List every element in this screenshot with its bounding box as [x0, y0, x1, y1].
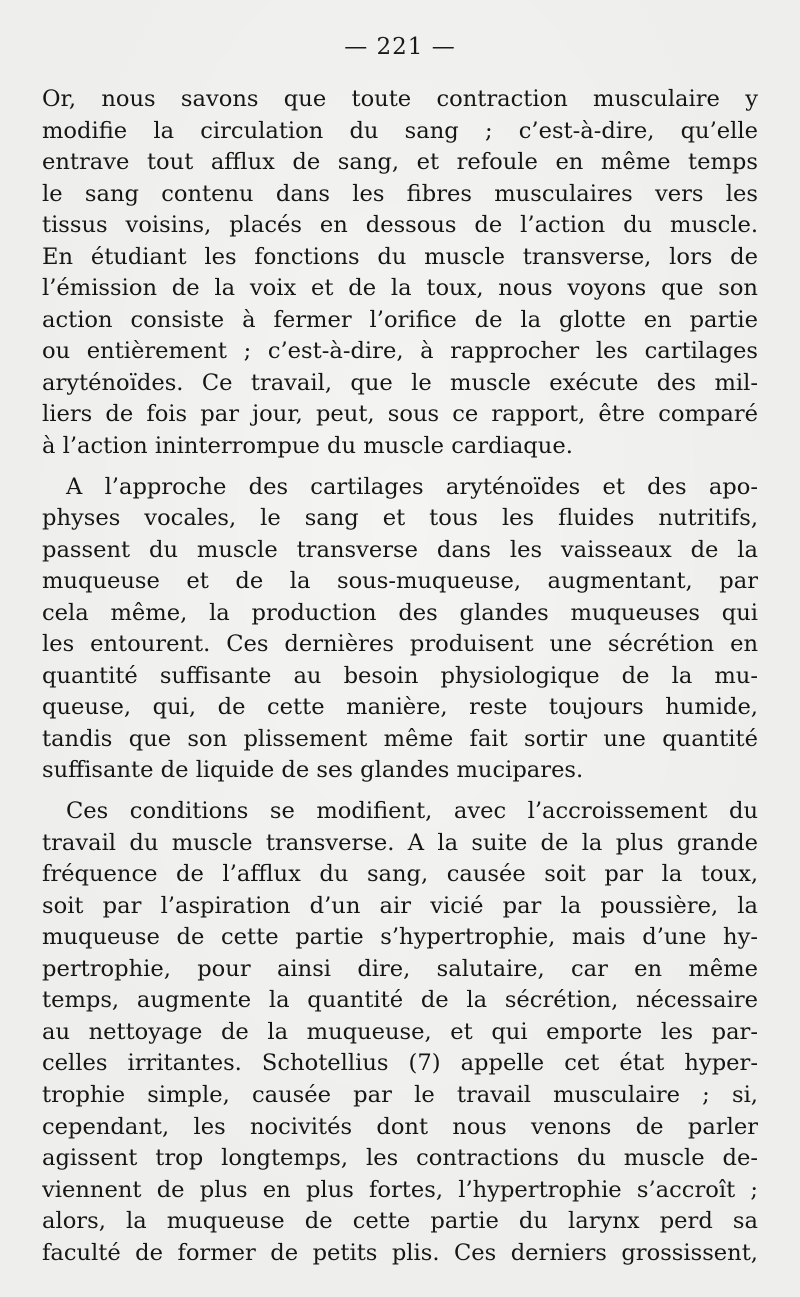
text-line: passent du muscle transverse dans les vaisseaux de la [42, 536, 758, 563]
text-line: Or, nous savons que toute contraction musculaire y [42, 86, 758, 112]
text-line: viennent de plus en plus fortes, l’hypertrophie s’accroît ; [42, 1176, 758, 1203]
text-line: Ces conditions se modifient, avec l’accroissement du [66, 798, 758, 825]
text-line: trophie simple, causée par le travail musculaire ; si, [42, 1081, 758, 1108]
text-line: ou entièrement ; c’est-à-dire, à rapprocher les cartilages [42, 338, 758, 365]
text-line: En étudiant les fonctions du muscle transverse, lors de [42, 243, 758, 270]
text-line: cela même, la production des glandes muqueuses qui [42, 599, 758, 626]
paragraph [42, 472, 758, 787]
text-line: celles irritantes. Schotellius (7) appelle cet état hyper- [42, 1050, 758, 1077]
text-line: entrave tout afflux de sang, et refoule en même temps [42, 149, 758, 176]
text-line: action consiste à fermer l’orifice de la glotte en partie [42, 306, 758, 333]
text-line: suffisante de liquide de ses glandes mucipares. [42, 757, 584, 784]
paragraph [42, 796, 758, 1269]
text-line: les entourent. Ces dernières produisent une sécrétion en [42, 631, 758, 658]
text-line: queuse, qui, de cette manière, reste toujours humide, [42, 694, 758, 721]
text-line: soit par l’aspiration d’un air vicié par la poussière, la [42, 892, 758, 919]
text-line: à l’action ininterrompue du muscle cardiaque. [42, 433, 573, 460]
page-number: — 221 — [344, 34, 456, 60]
text-line: tandis que son plissement même fait sortir une quantité [42, 725, 758, 752]
text-line: physes vocales, le sang et tous les fluides nutritifs, [42, 505, 758, 532]
text-line: agissent trop longtemps, les contractions du muscle de- [42, 1145, 758, 1172]
text-line: A l’approche des cartilages aryténoïdes et des apo- [66, 473, 758, 500]
text-line: muqueuse de cette partie s’hypertrophie, mais d’une hy- [42, 924, 758, 951]
text-line: cependant, les nocivités dont nous venons de parler [42, 1113, 758, 1140]
text-line: muqueuse et de la sous-muqueuse, augmentant, par [42, 568, 758, 595]
text-line: temps, augmente la quantité de la sécrétion, nécessaire [42, 987, 758, 1014]
text-line: faculté de former de petits plis. Ces derniers grossissent, [42, 1239, 758, 1266]
text-line: pertrophie, pour ainsi dire, salutaire, car en même [42, 955, 758, 982]
text-line: aryténoïdes. Ce travail, que le muscle exécute des mil- [42, 369, 758, 396]
text-line: alors, la muqueuse de cette partie du larynx perd sa [42, 1208, 758, 1235]
text-line: quantité suffisante au besoin physiologique de la mu- [42, 662, 758, 689]
text-line: travail du muscle transverse. A la suite de la plus grande [42, 829, 758, 856]
paragraph [42, 84, 758, 463]
body-text [42, 84, 758, 1269]
text-line: le sang contenu dans les fibres musculaires vers les [42, 180, 758, 207]
text-line: tissus voisins, placés en dessous de l’action du muscle. [42, 212, 758, 239]
text-line: fréquence de l’afflux du sang, causée soit par la toux, [42, 861, 758, 888]
text-line: l’émission de la voix et de la toux, nous voyons que son [42, 275, 758, 302]
text-line: modifie la circulation du sang ; c’est-à-dire, qu’elle [42, 117, 758, 144]
text-line: au nettoyage de la muqueuse, et qui emporte les par- [42, 1018, 758, 1045]
text-line: liers de fois par jour, peut, sous ce rapport, être comparé [42, 401, 758, 428]
